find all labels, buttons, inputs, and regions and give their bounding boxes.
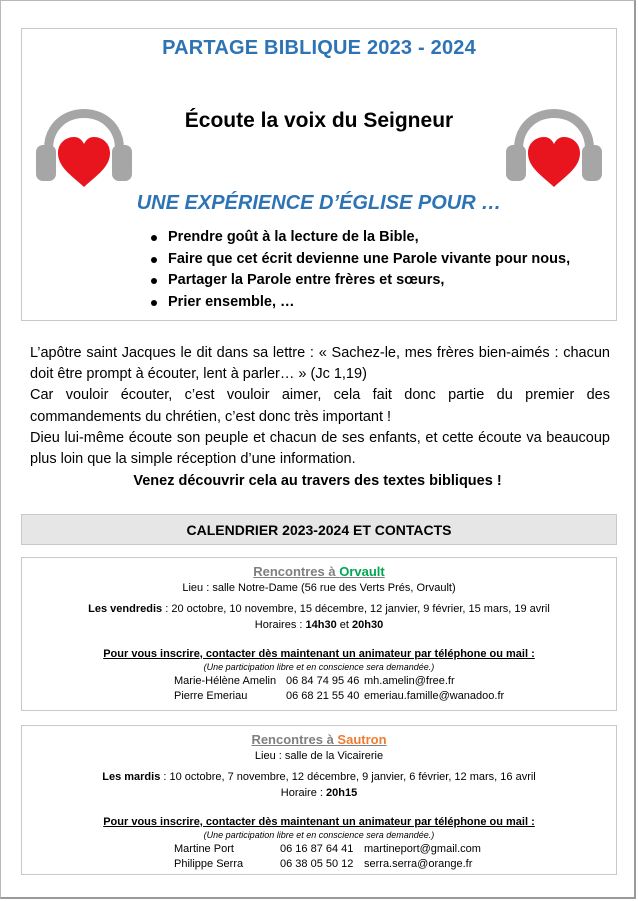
orvault-place: Orvault [339, 564, 385, 579]
contact-email[interactable]: emeriau.famille@wanadoo.fr [364, 690, 505, 702]
intro-paragraph: Car vouloir écouter, c’est vouloir aimer, cela fait donc partie du premier des commandements du chrétien, c’est donc très important ! [30, 387, 610, 425]
sautron-meetings-box [21, 725, 617, 875]
experience-title: UNE EXPÉRIENCE D’ÉGLISE POUR … [136, 192, 502, 214]
list-item: Partager la Parole entre frères et sœurs, [148, 270, 570, 292]
orvault-signup: Pour vous inscrire, contacter dès maintenant un animateur par téléphone ou mail : [103, 648, 535, 660]
contact-email[interactable]: serra.serra@orange.fr [364, 858, 473, 870]
orvault-dates: Les vendredis : 20 octobre, 10 novembre, 15 décembre, 12 janvier, 9 février, 15 mars, 19 avril [88, 603, 550, 615]
contact-email[interactable]: martineport@gmail.com [364, 843, 481, 855]
contact-email[interactable]: mh.amelin@free.fr [364, 675, 455, 687]
intro-paragraph: Dieu lui-même écoute son peuple et chacun de ses enfants, et cette écoute va beaucoup plus loin que la simple réception d’une information. [30, 429, 610, 468]
orvault-meetings-box [21, 557, 617, 711]
sautron-place: Sautron [337, 732, 387, 747]
contact-name: Martine Port [174, 843, 234, 855]
list-item: Prier ensemble, … [148, 292, 570, 314]
sautron-dates: Les mardis : 10 octobre, 7 novembre, 12 décembre, 9 janvier, 6 février, 12 mars, 16 avril [102, 771, 536, 783]
orvault-location: Lieu : salle Notre-Dame (56 rue des Verts Prés, Orvault) [182, 582, 456, 594]
contact-name: Pierre Emeriau [174, 690, 248, 702]
contact-phone[interactable]: 06 16 87 64 41 [280, 843, 354, 855]
intro-paragraph: L’apôtre saint Jacques le dit dans sa lettre : « Sachez-le, mes frères bien-aimés : chacun doit être prompt à écouter, lent à parler… » (Jc 1,19) [30, 345, 610, 383]
header-box [21, 28, 617, 321]
contact-phone[interactable]: 06 84 74 95 46 [286, 675, 360, 687]
subtitle: Écoute la voix du Seigneur [184, 109, 454, 132]
contact-name: Philippe Serra [174, 858, 244, 870]
orvault-hours: Horaires : 14h30 et 20h30 [254, 619, 384, 631]
orvault-title: Rencontres à Orvault [253, 564, 385, 579]
sautron-signup: Pour vous inscrire, contacter dès maintenant un animateur par téléphone ou mail : [103, 816, 535, 828]
list-item: Faire que cet écrit devienne une Parole vivante pour nous, [148, 249, 570, 271]
call-to-action: Venez découvrir cela au travers des textes bibliques ! [133, 473, 502, 489]
sautron-hours: Horaire : 20h15 [280, 787, 358, 799]
page-title: PARTAGE BIBLIQUE 2023 - 2024 [162, 37, 476, 59]
goals-list [148, 227, 570, 313]
sautron-title: Rencontres à Sautron [251, 732, 387, 747]
intro-text [30, 343, 610, 470]
orvault-note: (Une participation libre et en conscience sera demandée.) [203, 662, 435, 672]
contact-phone[interactable]: 06 68 21 55 40 [286, 690, 360, 702]
calendar-heading: CALENDRIER 2023-2024 ET CONTACTS [21, 514, 617, 545]
heart-headphones-icon [501, 81, 607, 191]
sautron-location: Lieu : salle de la Vicairerie [254, 750, 384, 762]
list-item: Prendre goût à la lecture de la Bible, [148, 227, 570, 249]
heart-headphones-icon [31, 81, 137, 191]
sautron-note: (Une participation libre et en conscience sera demandée.) [203, 830, 435, 840]
contact-name: Marie-Hélène Amelin [174, 675, 277, 687]
contact-phone[interactable]: 06 38 05 50 12 [280, 858, 354, 870]
